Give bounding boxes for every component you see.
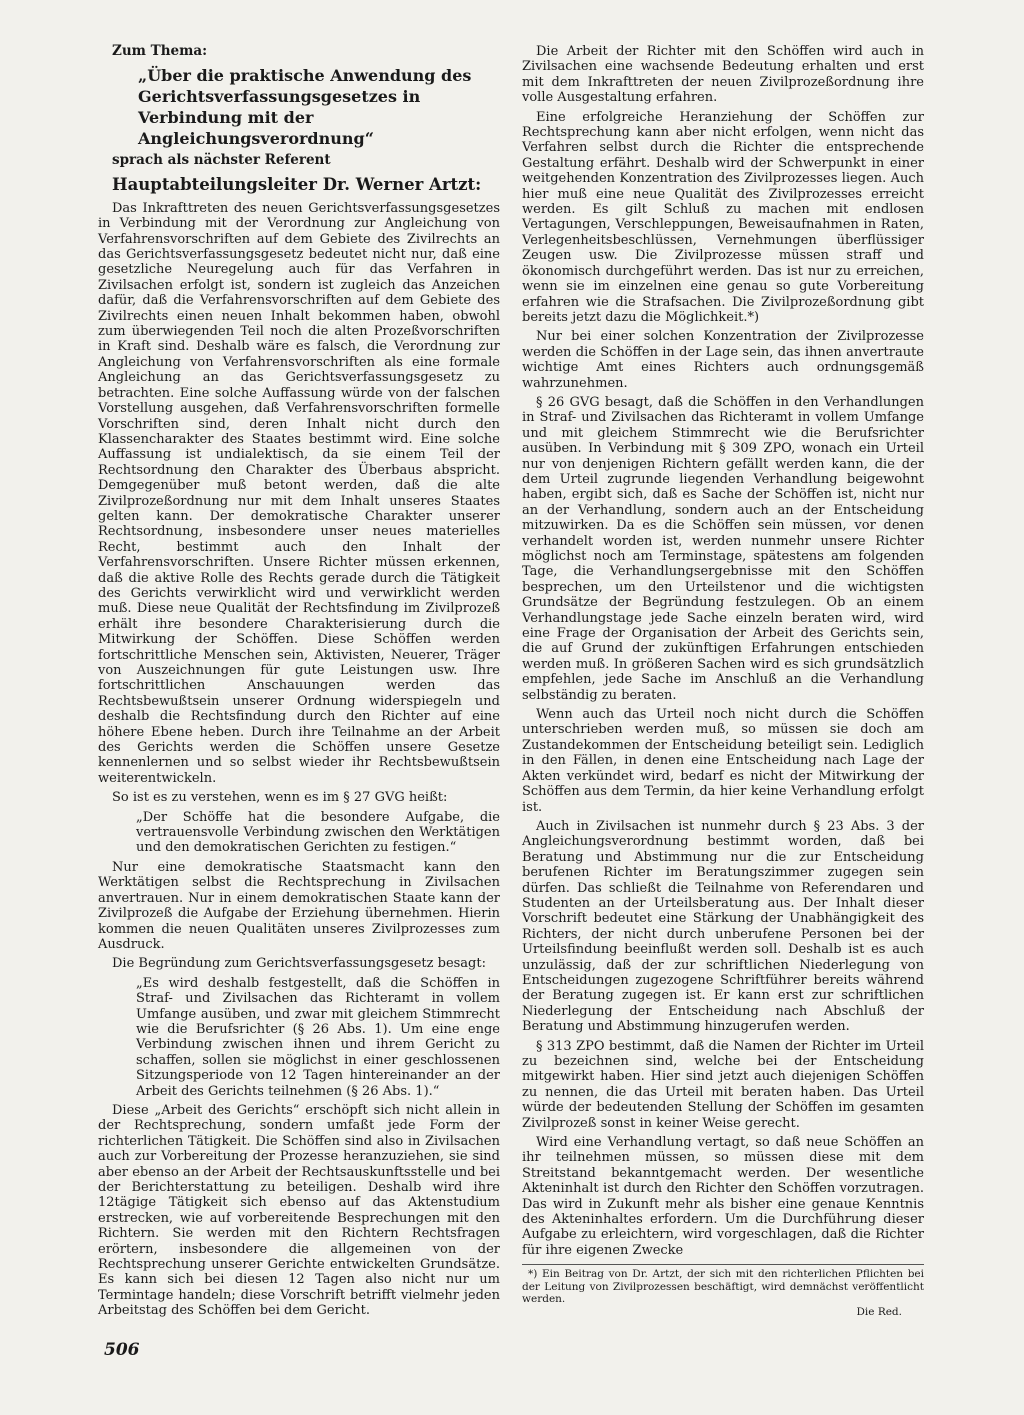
topic-label: Zum Thema:	[112, 43, 208, 59]
paragraph: Wenn auch das Urteil noch nicht durch die Schöffen unterschrieben werden muß, so müssen sie doch am Zustandekommen der Entscheidung beteiligt sein. Lediglich in den Fällen, in denen eine Entscheidung nach Lage der Akten verkündet wird, bedarf es nicht der Mitwirkung der Schöffen aus dem Termin, da hier keine Verhandlung erfolgt ist.	[522, 707, 924, 815]
paragraph: Wird eine Verhandlung vertagt, so daß neue Schöffen an ihr teilnehmen müssen, so müssen diese mit dem Streitstand bekanntgemacht werden. Der wesentliche Akteninhalt ist durch den Richter den Schöffen vorzutragen. Das wird in Zukunft mehr als bisher eine genaue Kenntnis des Akteninhaltes erfordern. Um die Durchführung dieser Aufgabe zu erleichtern, wird vorgeschlagen, daß die Richter für ihre eigenen Zwecke	[522, 1135, 924, 1258]
paragraph: Diese „Arbeit des Gerichts“ erschöpft sich nicht allein in der Rechtsprechung, sondern umfaßt jede Form der richterlichen Tätigkeit. Die Schöffen sind also in Zivilsachen auch zur Vorbereitung der Prozesse heranzuziehen, sie sind aber ebenso an der Arbeit der Rechtsauskunftsstelle und bei der Berichterstattung zu beteiligen. Deshalb wird ihre 12tägige Tätigkeit sich ebenso auf das Aktenstudium erstrecken, wie auf vorbereitende Besprechungen mit den Richtern. Sie werden mit den Richtern Rechtsfragen erörtern, insbesondere die allgemeinen von der Rechtsprechung unserer Gerichte entwickelten Grundsätze. Es kann sich bei diesen 12 Tagen also nicht nur um Termintage handeln; diese Vorschrift betrifft vielmehr jeden Arbeitstag des Schöffen bei dem Gericht.	[98, 1102, 500, 1319]
quote: „Es wird deshalb festgestellt, daß die Schöffen in Straf- und Zivilsachen das Richteramt in vollem Umfange ausüben, und zwar mit gleichem Stimmrecht wie die Berufsrichter (§ 26 Abs. 1). Um eine enge Verbindung zwischen ihnen und ihrem Gericht zu schaffen, sollen sie möglichst in einer geschlossenen Sitzungsperiode von 12 Tagen hintereinander an der Arbeit des Gerichts teilnehmen (§ 26 Abs. 1).“	[136, 975, 500, 1099]
paragraph: Eine erfolgreiche Heranziehung der Schöffen zur Rechtsprechung kann aber nicht erfolgen, wenn nicht das Verfahren selbst durch die Richter die entsprechende Gestaltung erfährt. Deshalb wird der Schwerpunkt in einer weitgehenden Konzentration des Zivilprozesses liegen. Auch hier muß eine neue Qualität des Zivilprozesses erreicht werden. Es gilt Schluß zu machen mit endlosen Vertagungen, Verschleppungen, Beweisaufnahmen in Raten, Verlegenheitsbeschlüssen, Vernehmungen überflüssiger Zeugen usw. Die Zivilprozesse müssen straff und ökonomisch durchgeführt werden. Das ist nur zu erreichen, wenn sie im einzelnen eine genau so gute Vorbereitung erfahren wie die Strafsachen. Die Zivilprozeßordnung gibt bereits jetzt dazu die Möglichkeit.*)	[522, 109, 924, 325]
paragraph: Nur bei einer solchen Konzentration der Zivilprozesse werden die Schöffen in der Lage sein, das ihnen anvertraute wichtige Amt eines Richters auch ordnungsgemäß wahrzunehmen.	[522, 329, 924, 391]
paragraph: Nur eine demokratische Staatsmacht kann den Werktätigen selbst die Rechtsprechung in Zivilsachen anvertrauen. Nur in einem demokratischen Staate kann der Zivilprozeß die Aufgabe der Erziehung übernehmen. Hierin kommen die neuen Qualitäten unseres Zivilprozesses zum Ausdruck.	[98, 859, 500, 952]
footnote-text: *) Ein Beitrag von Dr. Artzt, der sich mit den richterlichen Pflichten bei der Leitung von Zivilprozessen beschäftigt, wird demnächst veröffentlicht werden.	[522, 1268, 924, 1306]
left-column	[98, 44, 500, 1323]
paragraph: § 26 GVG besagt, daß die Schöffen in den Verhandlungen in Straf- und Zivilsachen das Richteramt in vollem Umfange und mit gleichem Stimmrecht wie die Berufsrichter ausüben. In Verbindung mit § 309 ZPO, wonach ein Urteil nur von denjenigen Richtern gefällt werden kann, die der dem Urteil zugrunde liegenden Verhandlung beigewohnt haben, ergibt sich, daß es Sache der Schöffen ist, nicht nur an der Verhandlung, sondern auch an der Entscheidung mitzuwirken. Da es die Schöffen sein müssen, vor denen verhandelt worden ist, werden nunmehr unsere Richter möglichst noch am Terminstage, spätestens am folgenden Tage, die Verhandlungsergebnisse mit den Schöffen besprechen, um den Urteilstenor und die wichtigsten Grundsätze der Begründung festzulegen. Ob an einem Verhandlungstage jede Sache einzeln beraten wird, wird eine Frage der Organisation der Arbeit des Gerichts sein, die auf Grund der zukünftigen Erfahrungen entschieden werden muß. In größeren Sachen wird es sich grundsätzlich empfehlen, jede Sache im Anschluß an die Verhandlung selbständig zu beraten.	[522, 394, 924, 703]
speaker-heading: Hauptabteilungsleiter Dr. Werner Artzt:	[112, 174, 482, 194]
right-column	[522, 44, 924, 1318]
footnote-signature: Die Red.	[856, 1305, 902, 1318]
footnote	[522, 1264, 924, 1318]
quote: „Der Schöffe hat die besondere Aufgabe, die vertrauensvolle Verbindung zwischen den Werktätigen und den demokratischen Gerichten zu festigen.“	[136, 809, 500, 856]
paragraph: § 313 ZPO bestimmt, daß die Namen der Richter im Urteil zu bezeichnen sind, welche bei der Entscheidung mitgewirkt haben. Hier sind jetzt auch diejenigen Schöffen zu nennen, die das Urteil mit beraten haben. Das Urteil würde der bedeutenden Stellung der Schöffen im gesamten Zivilprozeß sonst in keiner Weise gerecht.	[522, 1038, 924, 1131]
paragraph: Die Arbeit der Richter mit den Schöffen wird auch in Zivilsachen eine wachsende Bedeutung erhalten und erst mit dem Inkrafttreten der neuen Zivilprozeßordnung ihre volle Ausgestaltung erfahren.	[522, 44, 924, 106]
paragraph: Auch in Zivilsachen ist nunmehr durch § 23 Abs. 3 der Angleichungsverordnung bestimmt worden, daß bei Beratung und Abstimmung nur die zur Entscheidung berufenen Richter im Beratungszimmer zugegen sein dürfen. Das schließt die Teilnahme von Referendaren und Studenten an der Urteilsberatung aus. Der Inhalt dieser Vorschrift bedeutet eine Stärkung der Unabhängigkeit des Richters, der nicht durch unberufene Personen bei der Urteilsfindung beeinflußt werden soll. Deshalb ist es auch unzulässig, daß der zur schriftlichen Niederlegung von Entscheidungen zugezogene Schriftführer bereits während der Beratung zugegen ist. Er kann erst zur schriftlichen Niederlegung der Entscheidung nach Abschluß der Beratung und Abstimmung hinzugerufen werden.	[522, 818, 924, 1035]
page-number: 506	[104, 1340, 140, 1360]
intro-line: sprach als nächster Referent	[112, 152, 331, 169]
paragraph: Die Begründung zum Gerichtsverfassungsgesetz besagt:	[112, 956, 486, 972]
paragraph: Das Inkrafttreten des neuen Gerichtsverfassungsgesetzes in Verbindung mit der Verordnung zur Angleichung von Verfahrensvorschriften auf dem Gebiete des Zivilrechts an das Gerichtsverfassungsgesetz bedeutet nicht nur, daß eine gesetzliche Neuregelung auch für das Verfahren in Zivilsachen erfolgt ist, sondern ist zugleich das Anzeichen dafür, daß die Verfahrensvorschriften auf dem Gebiete des Zivilrechts einen neuen Inhalt bekommen haben, obwohl zum überwiegenden Teil noch die alten Prozeßvorschriften in Kraft sind. Deshalb wäre es falsch, die Verordnung zur Angleichung von Verfahrensvorschriften als eine formale Angleichung an das Gerichtsverfassungsgesetz zu betrachten. Eine solche Auffassung würde von der falschen Vorstellung ausgehen, daß Verfahrensvorschriften formelle Vorschriften sind, deren Inhalt nicht durch den Klassencharakter des Staates bestimmt wird. Eine solche Auffassung ist undialektisch, da sie einem Teil der Rechtsordnung den Charakter des Überbaus abspricht. Demgegenüber muß betont werden, daß die alte Zivilprozeßordnung nur mit dem Inhalt unseres Staates gelten kann. Der demokratische Charakter unserer Rechtsordnung, insbesondere unser neues materielles Recht, bestimmt auch den Inhalt der Verfahrensvorschriften. Unsere Richter müssen erkennen, daß die aktive Rolle des Rechts gerade durch die Tätigkeit des Gerichts verwirklicht wird und verwirklicht werden muß. Diese neue Qualität der Rechtsfindung im Zivilprozeß erhält ihre besondere Charakterisierung durch die Mitwirkung der Schöffen. Diese Schöffen werden fortschrittliche Menschen sein, Aktivisten, Neuerer, Träger von Auszeichnungen für gute Leistungen usw. Ihre fortschrittlichen Anschauungen werden das Rechtsbewußtsein unserer Ordnung widerspiegeln und deshalb die Rechtsfindung durch den Richter auf eine höhere Ebene heben. Durch ihre Teilnahme an der Arbeit des Gerichts werden die Schöffen unsere Gesetze kennenlernen und so selbst wieder ihr Rechtsbewußtsein weiterentwickeln.	[98, 200, 500, 786]
paragraph: So ist es zu verstehen, wenn es im § 27 GVG heißt:	[112, 790, 448, 806]
article-title: „Über die praktische Anwendung des Gerichtsverfassungsgesetzes in Verbindung mit der Angleichungsverordnung“	[138, 66, 472, 149]
